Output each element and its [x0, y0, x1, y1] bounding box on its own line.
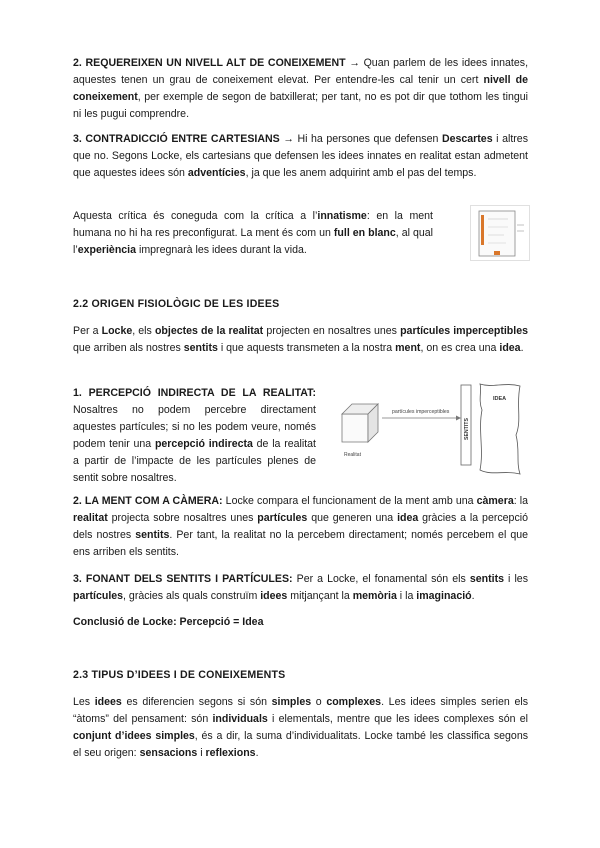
text: projecta sobre nosaltres unes — [107, 512, 258, 524]
bold-term: realitat — [73, 512, 108, 524]
text: o — [311, 696, 327, 708]
text: projecten en nosaltres unes — [263, 325, 401, 337]
diagram-label-sentits: SENTITS — [464, 418, 470, 440]
text: → Quan parlem de les idees innates, aquestes tenen un grau de coneixement elevat. Per entendre-les cal tenir un cert — [73, 57, 529, 86]
bold-term: sentits — [183, 342, 218, 354]
bold-term: percepció indirecta — [154, 438, 253, 450]
bold-heading: 2. REQUEREIXEN UN NIVELL ALT DE CONEIXEMENT — [73, 57, 346, 69]
text: i les — [504, 573, 528, 585]
text: , al qual l’ — [73, 227, 434, 256]
text: Les — [73, 696, 95, 708]
bold-term: imaginació — [416, 590, 472, 602]
bold-term: full en blanc — [333, 227, 396, 239]
bold-term: partícules imperceptibles — [400, 325, 529, 337]
text: . — [471, 590, 475, 602]
locke-conclusion: Conclusió de Locke: Percepció = Idea — [73, 616, 264, 628]
point-2-mind-camera — [73, 493, 528, 561]
point-3-senses-particles — [73, 571, 528, 605]
text: , és a dir, la suma d’individualitats. Locke també les classifica segons el seu origen: — [73, 730, 529, 759]
text: que arriben als nostres — [73, 342, 184, 354]
section-heading-2-2: 2.2 ORIGEN FISIOLÒGIC DE LES IDEES — [73, 298, 280, 310]
point-3-cartesians — [73, 131, 528, 182]
text: → Hi ha persones que defensen — [279, 133, 442, 145]
bold-term: reflexions — [205, 747, 256, 759]
bold-term: adventícies — [187, 167, 246, 179]
idea-types — [73, 694, 528, 762]
bold-term: conjunt d’idees simples — [73, 730, 195, 742]
text: . Les idees simples serien els “àtoms” del pensament: són — [73, 696, 528, 725]
bold-term: objectes de la realitat — [154, 325, 264, 337]
paragraph — [73, 55, 528, 123]
diagram-label-idea: IDEA — [493, 396, 507, 402]
text: . — [520, 342, 524, 354]
text: , ja que les anem adquirint amb el pas del temps. — [245, 167, 477, 179]
diagram-label-particules: partícules imperceptibles — [392, 409, 450, 415]
locke-intro — [73, 323, 528, 357]
text: Nosaltres no podem percebre directament aquestes partícules; si no les podem veure, només podem tenir una — [73, 404, 316, 450]
paragraph — [73, 385, 316, 487]
text: i la — [396, 590, 417, 602]
bold-term: memòria — [352, 590, 397, 602]
bold-term: simples — [271, 696, 312, 708]
bold-heading: 3. FONANT DELS SENTITS I PARTÍCULES: — [73, 573, 293, 585]
bold-term: sensacions — [139, 747, 198, 759]
bold-term: ment — [395, 342, 421, 354]
bold-term: càmera — [476, 495, 514, 507]
text: impregnarà les idees durant la vida. — [136, 244, 307, 256]
text: Per a Locke, el fonamental són els — [292, 573, 470, 585]
bold-term: sentits — [135, 529, 170, 541]
text: , on es crea una — [420, 342, 500, 354]
bold-term: idea — [499, 342, 521, 354]
paragraph — [73, 323, 528, 357]
bold-term: idees — [260, 590, 288, 602]
point-1-indirect-perception — [73, 385, 316, 487]
arrow-head-icon — [456, 416, 461, 421]
bold-term: idea — [397, 512, 419, 524]
bold-term: Locke — [101, 325, 133, 337]
bold-heading: 1. PERCEPCIÓ INDIRECTA DE LA REALITAT: — [73, 387, 316, 399]
text: i — [197, 747, 206, 759]
paragraph — [73, 571, 528, 605]
text: i que aquests transmeten a la nostra — [217, 342, 396, 354]
perception-diagram — [330, 380, 530, 478]
innatism-critique — [73, 208, 433, 259]
point-2-innate-knowledge — [73, 55, 528, 123]
bold-term: complexes — [326, 696, 382, 708]
text: : la — [513, 495, 528, 507]
bold-term: Descartes — [441, 133, 493, 145]
text: Locke compara el funcionament de la ment amb una — [222, 495, 477, 507]
text: : en la ment humana no hi ha res preconfigurat. La ment és com un — [73, 210, 434, 239]
paragraph — [73, 694, 528, 762]
text: gràcies a la percepció dels nostres — [73, 512, 528, 541]
bold-term: idees — [94, 696, 122, 708]
blank-sheet-image — [470, 205, 530, 261]
text: Aquesta crítica és coneguda com la crítica a l’ — [73, 210, 318, 222]
text: que generen una — [307, 512, 398, 524]
bold-term: individuals — [212, 713, 268, 725]
text: , per exemple de segon de batxillerat; per tant, no es pot dir que tothom les tingui ni les pugui comprendre. — [73, 91, 528, 120]
paragraph — [73, 493, 528, 561]
text: mitjançant la — [287, 590, 353, 602]
bold-term: innatisme — [317, 210, 367, 222]
text: i altres que no. Segons Locke, els cartesians que defensen les idees innates en realitat estan admetent que aquestes idees són — [73, 133, 528, 179]
bold-term: sentits — [469, 573, 504, 585]
text: i elementals, mentre que les idees complexes són el — [267, 713, 528, 725]
text: , gràcies als quals construïm — [123, 590, 261, 602]
text: es diferencien segons si són — [121, 696, 272, 708]
text: Per a — [73, 325, 102, 337]
section-heading-2-3: 2.3 TIPUS D’IDEES I DE CONEIXEMENTS — [73, 669, 286, 681]
bold-term: nivell de coneixement — [73, 74, 529, 103]
paragraph — [73, 208, 433, 259]
text: . Per tant, la realitat no la percebem directament; només percebem el que ens arriben els sentits. — [73, 529, 528, 558]
diagram-label-realitat: Realitat — [344, 452, 361, 458]
bold-term: experiència — [77, 244, 137, 256]
bold-heading: 3. CONTRADICCIÓ ENTRE CARTESIANS — [73, 133, 280, 145]
text: de la realitat a partir de l’impacte de les partícules plenes de sentit sobre nosaltres. — [73, 438, 316, 484]
cube-icon — [342, 404, 378, 442]
paragraph — [73, 131, 528, 182]
bold-term: partícules — [257, 512, 308, 524]
text: . — [255, 747, 259, 759]
bold-term: partícules — [73, 590, 124, 602]
bold-heading: 2. LA MENT COM A CÀMERA: — [73, 495, 223, 507]
text: , els — [132, 325, 155, 337]
